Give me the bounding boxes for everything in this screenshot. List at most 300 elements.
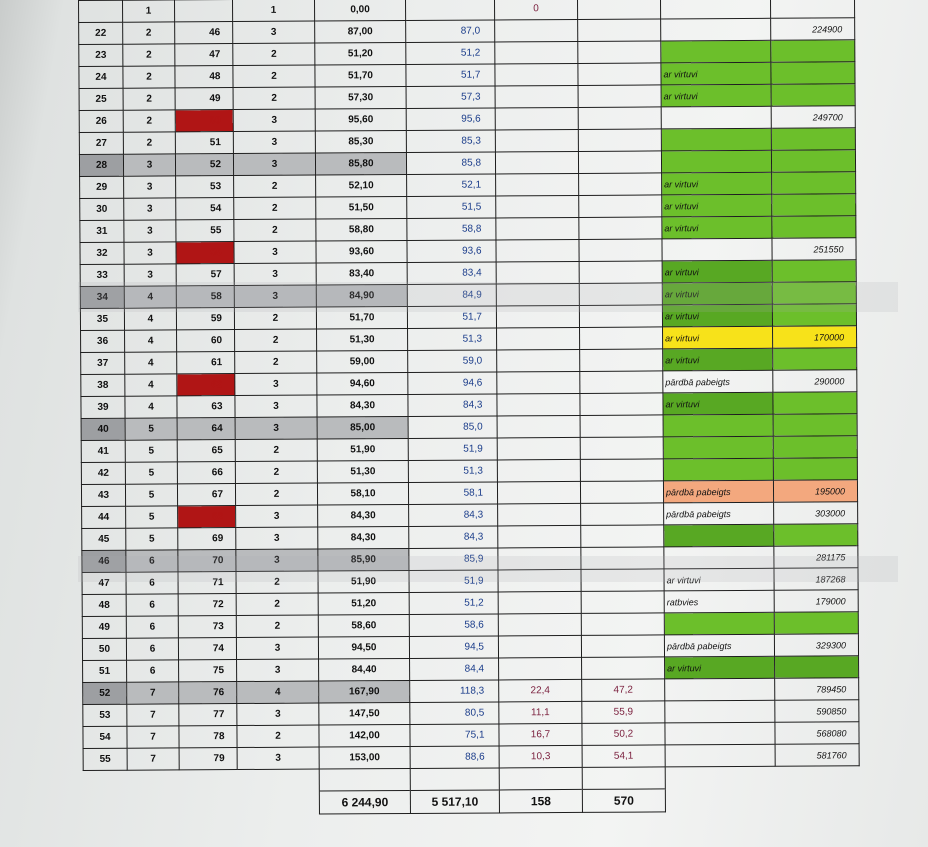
floor-cell: 4 bbox=[125, 396, 177, 418]
price-cell bbox=[773, 392, 857, 415]
living-area-cell: 80,5 bbox=[410, 702, 499, 725]
floor-cell: 6 bbox=[126, 638, 178, 660]
row-number-cell: 43 bbox=[81, 484, 125, 506]
status-note-cell bbox=[661, 40, 771, 63]
room-count-cell: 3 bbox=[235, 417, 317, 440]
total-area-cell: 51,50 bbox=[316, 196, 407, 219]
row-number-cell: 26 bbox=[79, 110, 123, 132]
row-number-cell: 45 bbox=[82, 528, 126, 550]
living-area-cell: 58,1 bbox=[408, 482, 497, 505]
floor-cell: 6 bbox=[126, 550, 178, 572]
balcony-area-cell: 16,7 bbox=[499, 723, 582, 746]
floor-cell: 4 bbox=[124, 286, 176, 308]
status-note-cell: ar virtuvi bbox=[662, 216, 772, 239]
status-note-cell bbox=[665, 700, 775, 723]
price-cell bbox=[772, 172, 856, 195]
total-area-cell: 51,30 bbox=[317, 328, 408, 351]
terrace-area-cell: 50,2 bbox=[582, 723, 665, 746]
living-area-cell: 51,5 bbox=[407, 196, 496, 219]
row-number-cell: 35 bbox=[80, 308, 124, 330]
price-cell: 195000 bbox=[773, 480, 857, 503]
total-area-cell: 94,50 bbox=[318, 636, 409, 659]
status-note-cell: pārdbā pabeigts bbox=[664, 634, 774, 657]
floor-cell: 3 bbox=[124, 176, 176, 198]
balcony-area-cell bbox=[498, 591, 581, 614]
floor-cell: 4 bbox=[125, 352, 177, 374]
floor-cell: 5 bbox=[125, 440, 177, 462]
status-note-cell: ar virtuvi bbox=[663, 392, 773, 415]
balcony-area-cell bbox=[498, 569, 581, 592]
total-area-cell: 84,90 bbox=[316, 284, 407, 307]
price-cell: 179000 bbox=[774, 590, 858, 613]
balcony-area-cell bbox=[496, 239, 579, 262]
floor-cell: 5 bbox=[126, 506, 178, 528]
price-cell: 187268 bbox=[774, 568, 858, 591]
price-cell bbox=[772, 282, 856, 305]
apartment-number-cell: 62 bbox=[177, 374, 235, 396]
row-number-cell: 24 bbox=[79, 66, 123, 88]
floor-cell: 5 bbox=[126, 528, 178, 550]
total-area-cell: 51,90 bbox=[318, 570, 409, 593]
room-count-cell: 3 bbox=[235, 373, 317, 396]
balcony-area-cell bbox=[496, 261, 579, 284]
status-note-cell: ar virtuvi bbox=[662, 260, 772, 283]
row-number-cell: 50 bbox=[82, 638, 126, 660]
apartment-number-cell: 63 bbox=[177, 396, 235, 418]
balcony-area-cell bbox=[495, 151, 578, 174]
terrace-area-cell bbox=[579, 217, 662, 240]
terrace-area-cell bbox=[581, 569, 664, 592]
terrace-area-cell bbox=[579, 239, 662, 262]
row-number-cell: 30 bbox=[80, 198, 124, 220]
price-cell bbox=[770, 0, 854, 18]
terrace-area-cell bbox=[577, 0, 660, 19]
floor-cell: 5 bbox=[125, 418, 177, 440]
status-note-cell: ar virtuvi bbox=[662, 172, 772, 195]
balcony-area-cell bbox=[495, 19, 578, 42]
balcony-area-cell bbox=[495, 107, 578, 130]
room-count-cell: 2 bbox=[234, 197, 316, 220]
row-number-cell: 31 bbox=[80, 220, 124, 242]
apartment-number-cell: 77 bbox=[179, 704, 237, 726]
price-cell bbox=[773, 458, 857, 481]
price-cell bbox=[772, 260, 856, 283]
status-note-cell: pārdbā pabeigts bbox=[663, 480, 773, 503]
living-area-cell: 59,0 bbox=[408, 350, 497, 373]
room-count-cell: 2 bbox=[234, 307, 316, 330]
total-area-cell: 85,80 bbox=[315, 152, 406, 175]
terrace-area-cell bbox=[580, 327, 663, 350]
living-area-cell: 84,3 bbox=[408, 394, 497, 417]
balcony-area-cell bbox=[499, 657, 582, 680]
balcony-area-cell bbox=[495, 63, 578, 86]
room-count-cell: 2 bbox=[235, 351, 317, 374]
balcony-area-cell: 10,3 bbox=[499, 745, 582, 768]
row-number-cell: 23 bbox=[79, 44, 123, 66]
terrace-area-cell bbox=[580, 437, 663, 460]
apartment-number-cell: 52 bbox=[175, 154, 233, 176]
balcony-area-cell bbox=[497, 327, 580, 350]
balcony-area-cell bbox=[496, 217, 579, 240]
status-note-cell bbox=[663, 414, 773, 437]
apartment-number-cell: 59 bbox=[176, 308, 234, 330]
terrace-area-cell bbox=[580, 415, 663, 438]
total-area-cell: 59,00 bbox=[317, 350, 408, 373]
living-area-cell: 118,3 bbox=[410, 680, 499, 703]
balcony-area-cell bbox=[497, 349, 580, 372]
status-note-cell bbox=[664, 524, 774, 547]
price-cell bbox=[773, 436, 857, 459]
status-note-cell bbox=[664, 612, 774, 635]
balcony-area-cell bbox=[495, 129, 578, 152]
row-number-cell: 28 bbox=[79, 154, 123, 176]
balcony-area-cell: 22,4 bbox=[499, 679, 582, 702]
total-area-cell: 51,20 bbox=[318, 592, 409, 615]
price-cell bbox=[773, 414, 857, 437]
balcony-area-cell bbox=[497, 371, 580, 394]
balcony-area-cell: 11,1 bbox=[499, 701, 582, 724]
total-area-cell: 51,90 bbox=[317, 438, 408, 461]
price-cell bbox=[771, 150, 855, 173]
room-count-cell: 3 bbox=[237, 703, 319, 726]
room-count-cell: 3 bbox=[236, 505, 318, 528]
apartment-number-cell: 66 bbox=[177, 462, 235, 484]
terrace-area-cell: 47,2 bbox=[582, 679, 665, 702]
balcony-area-cell bbox=[498, 635, 581, 658]
apartment-number-cell: 70 bbox=[178, 550, 236, 572]
living-area-cell: 57,3 bbox=[406, 86, 495, 109]
price-cell bbox=[771, 62, 855, 85]
total-area-cell: 57,30 bbox=[315, 86, 406, 109]
room-count-cell: 2 bbox=[237, 725, 319, 748]
apartment-number-cell: 68 bbox=[178, 506, 236, 528]
room-count-cell: 3 bbox=[234, 285, 316, 308]
status-note-cell: ar virtuvi bbox=[665, 656, 775, 679]
total-area-cell: 83,40 bbox=[316, 262, 407, 285]
total-area-cell: 84,40 bbox=[319, 658, 410, 681]
terrace-area-cell bbox=[580, 371, 663, 394]
total-area-cell: 58,80 bbox=[316, 218, 407, 241]
price-cell bbox=[774, 612, 858, 635]
terrace-area-cell bbox=[578, 129, 661, 152]
room-count-cell: 2 bbox=[236, 571, 318, 594]
terrace-area-cell bbox=[580, 349, 663, 372]
apartment-number-cell: 69 bbox=[178, 528, 236, 550]
terrace-area-cell: 55,9 bbox=[582, 701, 665, 724]
total-area-cell: 85,90 bbox=[318, 548, 409, 571]
room-count-cell: 2 bbox=[236, 593, 318, 616]
apartment-number-cell: 55 bbox=[176, 220, 234, 242]
living-area-cell bbox=[405, 0, 494, 20]
status-note-cell: ar virtuvi bbox=[664, 568, 774, 591]
terrace-area-cell bbox=[578, 19, 661, 42]
room-count-cell: 3 bbox=[236, 637, 318, 660]
floor-cell: 2 bbox=[123, 132, 175, 154]
status-note-cell bbox=[664, 546, 774, 569]
room-count-cell: 2 bbox=[233, 87, 315, 110]
terrace-area-cell bbox=[581, 635, 664, 658]
floor-cell: 4 bbox=[124, 308, 176, 330]
terrace-area-cell bbox=[581, 591, 664, 614]
status-note-cell: ar virtuvi bbox=[662, 282, 772, 305]
total-living-area: 5 517,10 bbox=[410, 790, 499, 814]
status-note-cell bbox=[665, 678, 775, 701]
living-area-cell: 84,3 bbox=[409, 504, 498, 527]
balcony-area-cell: 0 bbox=[494, 0, 577, 20]
living-area-cell: 51,7 bbox=[407, 306, 496, 329]
room-count-cell: 2 bbox=[235, 483, 317, 506]
price-cell: 789450 bbox=[775, 678, 859, 701]
apartment-number-cell: 74 bbox=[178, 638, 236, 660]
floor-cell: 7 bbox=[127, 682, 179, 704]
living-area-cell: 94,6 bbox=[408, 372, 497, 395]
price-cell bbox=[772, 304, 856, 327]
balcony-area-cell bbox=[498, 525, 581, 548]
apartment-number-cell: 49 bbox=[175, 88, 233, 110]
status-note-cell bbox=[661, 18, 771, 41]
price-cell: 590850 bbox=[775, 700, 859, 723]
balcony-area-cell bbox=[497, 437, 580, 460]
apartment-number-cell: 75 bbox=[179, 660, 237, 682]
floor-cell: 7 bbox=[127, 726, 179, 748]
floor-cell: 3 bbox=[124, 264, 176, 286]
apartment-table bbox=[78, 0, 860, 816]
price-cell bbox=[771, 84, 855, 107]
balcony-area-cell bbox=[496, 173, 579, 196]
total-area-cell: 85,00 bbox=[317, 416, 408, 439]
living-area-cell: 58,6 bbox=[409, 614, 498, 637]
apartment-number-cell: 78 bbox=[179, 726, 237, 748]
total-area-cell: 0,00 bbox=[314, 0, 405, 21]
floor-cell: 2 bbox=[123, 110, 175, 132]
row-number-cell: 33 bbox=[80, 264, 124, 286]
apartment-number-cell: 46 bbox=[175, 22, 233, 44]
apartment-number-cell: 47 bbox=[175, 44, 233, 66]
floor-cell: 2 bbox=[123, 44, 175, 66]
floor-cell: 3 bbox=[123, 154, 175, 176]
room-count-cell: 3 bbox=[233, 131, 315, 154]
total-area-cell: 84,30 bbox=[318, 504, 409, 527]
living-area-cell: 85,3 bbox=[406, 130, 495, 153]
living-area-cell: 51,3 bbox=[408, 460, 497, 483]
living-area-cell: 85,0 bbox=[408, 416, 497, 439]
total-area-cell: 93,60 bbox=[316, 240, 407, 263]
floor-cell: 3 bbox=[124, 242, 176, 264]
spreadsheet-printout bbox=[78, 0, 873, 847]
status-note-cell: ar virtuvi bbox=[663, 348, 773, 371]
terrace-area-cell bbox=[579, 261, 662, 284]
apartment-number-cell: 56 bbox=[176, 242, 234, 264]
living-area-cell: 85,8 bbox=[406, 152, 495, 175]
room-count-cell: 2 bbox=[235, 329, 317, 352]
balcony-area-cell bbox=[497, 393, 580, 416]
row-number-cell: 46 bbox=[82, 550, 126, 572]
row-number-cell: 49 bbox=[82, 616, 126, 638]
balcony-area-cell bbox=[497, 481, 580, 504]
living-area-cell: 51,9 bbox=[409, 570, 498, 593]
living-area-cell: 87,0 bbox=[406, 20, 495, 43]
price-cell: 568080 bbox=[775, 722, 859, 745]
living-area-cell: 84,9 bbox=[407, 284, 496, 307]
floor-cell: 1 bbox=[123, 0, 175, 22]
apartment-number-cell: 79 bbox=[179, 748, 237, 770]
room-count-cell: 3 bbox=[237, 659, 319, 682]
price-cell bbox=[772, 194, 856, 217]
room-count-cell: 2 bbox=[233, 65, 315, 88]
living-area-cell: 93,6 bbox=[407, 240, 496, 263]
row-number-cell: 47 bbox=[82, 572, 126, 594]
row-number-cell: 36 bbox=[81, 330, 125, 352]
status-note-cell: ar virtuvi bbox=[663, 326, 773, 349]
apartment-number-cell: 72 bbox=[178, 594, 236, 616]
price-cell bbox=[773, 348, 857, 371]
apartment-number-cell bbox=[175, 0, 233, 22]
status-note-cell: ar virtuvi bbox=[661, 84, 771, 107]
row-number-cell: 48 bbox=[82, 594, 126, 616]
status-note-cell: pārdbā pabeigts bbox=[663, 370, 773, 393]
row-number-cell: 38 bbox=[81, 374, 125, 396]
status-note-cell bbox=[661, 128, 771, 151]
balcony-area-cell bbox=[498, 613, 581, 636]
total-area-cell: 58,60 bbox=[318, 614, 409, 637]
total-area-cell: 95,60 bbox=[315, 108, 406, 131]
room-count-cell: 3 bbox=[233, 109, 315, 132]
living-area-cell: 84,3 bbox=[409, 526, 498, 549]
room-count-cell: 4 bbox=[237, 681, 319, 704]
terrace-area-cell bbox=[579, 173, 662, 196]
terrace-area-cell bbox=[581, 613, 664, 636]
balcony-area-cell bbox=[496, 195, 579, 218]
terrace-area-cell bbox=[579, 195, 662, 218]
room-count-cell: 3 bbox=[233, 21, 315, 44]
apartment-number-cell: 67 bbox=[177, 484, 235, 506]
row-number-cell bbox=[79, 0, 123, 22]
living-area-cell: 52,1 bbox=[407, 174, 496, 197]
status-note-cell: ar virtuvi bbox=[661, 62, 771, 85]
apartment-number-cell: 54 bbox=[176, 198, 234, 220]
total-area-cell: 51,20 bbox=[315, 42, 406, 65]
room-count-cell: 2 bbox=[234, 219, 316, 242]
terrace-area-cell: 54,1 bbox=[582, 745, 665, 768]
room-count-cell: 3 bbox=[235, 395, 317, 418]
terrace-area-cell bbox=[580, 393, 663, 416]
terrace-area-cell bbox=[578, 41, 661, 64]
total-area-cell: 52,10 bbox=[316, 174, 407, 197]
floor-cell: 2 bbox=[123, 66, 175, 88]
status-note-cell: pārdbā pabeigts bbox=[664, 502, 774, 525]
price-cell bbox=[774, 524, 858, 547]
floor-cell: 3 bbox=[124, 220, 176, 242]
room-count-cell: 1 bbox=[233, 0, 315, 22]
room-count-cell: 2 bbox=[236, 615, 318, 638]
apartment-number-cell: 57 bbox=[176, 264, 234, 286]
room-count-cell: 3 bbox=[234, 241, 316, 264]
total-area-cell: 58,10 bbox=[317, 482, 408, 505]
floor-cell: 2 bbox=[123, 22, 175, 44]
total-area: 6 244,90 bbox=[319, 790, 410, 814]
living-area-cell: 58,8 bbox=[407, 218, 496, 241]
balcony-area-cell bbox=[498, 503, 581, 526]
living-area-cell: 51,2 bbox=[409, 592, 498, 615]
room-count-cell: 2 bbox=[235, 439, 317, 462]
row-number-cell: 41 bbox=[81, 440, 125, 462]
terrace-area-cell bbox=[581, 525, 664, 548]
total-area-cell: 51,70 bbox=[316, 306, 407, 329]
status-note-cell bbox=[663, 436, 773, 459]
floor-cell: 6 bbox=[126, 572, 178, 594]
total-area-cell: 85,30 bbox=[315, 130, 406, 153]
row-number-cell: 51 bbox=[83, 660, 127, 682]
status-note-cell bbox=[665, 744, 775, 767]
totals-row bbox=[83, 788, 859, 816]
row-number-cell: 44 bbox=[82, 506, 126, 528]
apartment-number-cell: 53 bbox=[176, 176, 234, 198]
room-count-cell: 3 bbox=[237, 747, 319, 770]
price-cell: 251550 bbox=[772, 238, 856, 261]
floor-cell: 5 bbox=[125, 462, 177, 484]
total-area-cell: 51,30 bbox=[317, 460, 408, 483]
status-note-cell: ratbvies bbox=[664, 590, 774, 613]
living-area-cell: 51,2 bbox=[406, 42, 495, 65]
living-area-cell: 51,9 bbox=[408, 438, 497, 461]
row-number-cell: 32 bbox=[80, 242, 124, 264]
terrace-area-cell bbox=[580, 459, 663, 482]
apartment-number-cell: 65 bbox=[177, 440, 235, 462]
row-number-cell: 27 bbox=[79, 132, 123, 154]
status-note-cell bbox=[660, 0, 770, 19]
status-note-cell bbox=[661, 150, 771, 173]
balcony-area-cell bbox=[497, 415, 580, 438]
status-note-cell bbox=[661, 106, 771, 129]
total-area-cell: 94,60 bbox=[317, 372, 408, 395]
terrace-area-cell bbox=[582, 657, 665, 680]
total-area-cell: 87,00 bbox=[315, 20, 406, 43]
row-number-cell: 54 bbox=[83, 726, 127, 748]
balcony-area-cell bbox=[496, 283, 579, 306]
floor-cell: 7 bbox=[127, 704, 179, 726]
room-count-cell: 3 bbox=[236, 549, 318, 572]
total-area-cell: 153,00 bbox=[319, 746, 410, 769]
row-number-cell: 29 bbox=[80, 176, 124, 198]
apartment-number-cell: 73 bbox=[178, 616, 236, 638]
apartment-number-cell: 76 bbox=[179, 682, 237, 704]
living-area-cell: 75,1 bbox=[410, 724, 499, 747]
living-area-cell: 95,6 bbox=[406, 108, 495, 131]
price-cell bbox=[771, 40, 855, 63]
balcony-area-cell bbox=[496, 305, 579, 328]
status-note-cell: ar virtuvi bbox=[662, 304, 772, 327]
total-area-cell: 167,90 bbox=[319, 680, 410, 703]
floor-cell: 3 bbox=[124, 198, 176, 220]
room-count-cell: 3 bbox=[233, 153, 315, 176]
row-number-cell: 22 bbox=[79, 22, 123, 44]
apartment-number-cell: 50 bbox=[175, 110, 233, 132]
terrace-area-cell bbox=[578, 151, 661, 174]
floor-cell: 4 bbox=[125, 330, 177, 352]
row-number-cell: 39 bbox=[81, 396, 125, 418]
status-note-cell: ar virtuvi bbox=[662, 194, 772, 217]
apartment-number-cell: 61 bbox=[177, 352, 235, 374]
price-cell: 290000 bbox=[773, 370, 857, 393]
total-area-cell: 84,30 bbox=[318, 526, 409, 549]
balcony-area-cell bbox=[498, 547, 581, 570]
room-count-cell: 2 bbox=[233, 43, 315, 66]
terrace-area-cell bbox=[578, 85, 661, 108]
living-area-cell: 85,9 bbox=[409, 548, 498, 571]
floor-cell: 6 bbox=[126, 616, 178, 638]
status-note-cell bbox=[663, 458, 773, 481]
floor-cell: 6 bbox=[127, 660, 179, 682]
